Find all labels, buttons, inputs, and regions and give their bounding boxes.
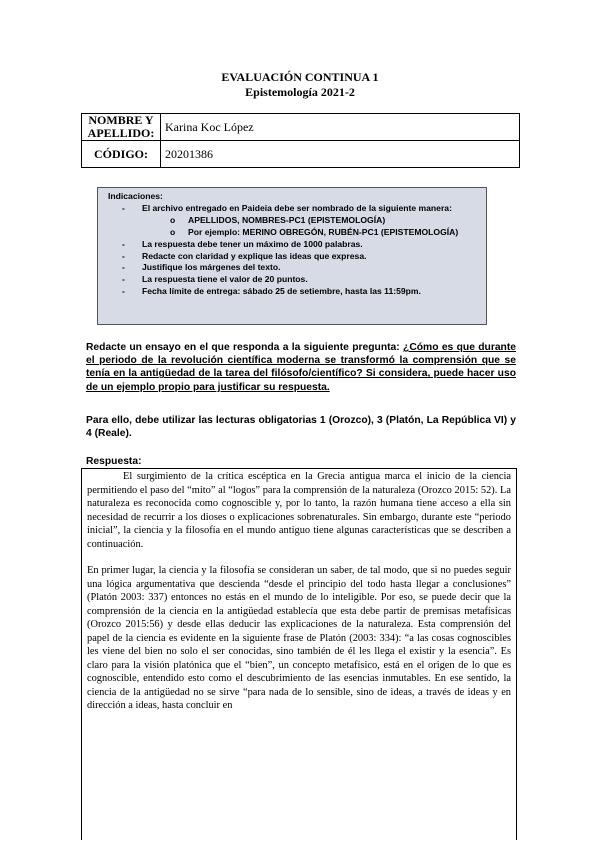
instruction-item: - Justifique los márgenes del texto. — [122, 262, 281, 273]
name-label: NOMBRE Y APELLIDO: — [82, 114, 161, 141]
instructions-list — [108, 203, 480, 298]
dash-bullet-icon: - — [122, 286, 125, 297]
instruction-item: - La respuesta debe tener un máximo de 1000 palabras. — [122, 238, 363, 249]
response-label: Respuesta: — [86, 456, 142, 467]
name-value: Karina Koc López — [161, 114, 520, 141]
instructions-box — [97, 187, 487, 325]
readings-instruction: Para ello, debe utilizar las lecturas obligatorias 1 (Orozco), 3 (Platón, La República VI) y 4 (Reale). — [86, 415, 516, 440]
document-subtitle: Epistemología 2021-2 — [245, 85, 355, 99]
dash-bullet-icon: - — [122, 250, 125, 261]
instruction-subitem: o Por ejemplo: MERINO OBREGÓN, RUBÉN-PC1 (EPISTEMOLOGÍA) — [170, 226, 459, 237]
circle-bullet-icon: o — [170, 214, 176, 225]
code-label: CÓDIGO: — [82, 141, 161, 168]
dash-bullet-icon: - — [122, 262, 125, 273]
code-row — [82, 141, 520, 168]
instruction-item: - Fecha límite de entrega: sábado 25 de setiembre, hasta las 11:59pm. — [122, 286, 421, 297]
student-info-table — [81, 113, 520, 168]
response-paragraph: El surgimiento de la crítica escéptica en la Grecia antigua marca el inicio de la ciencia permitiendo el paso del “mito” al “logos” para la comprensión de la naturaleza (Orozco 2015: 52). La naturaleza es reconocida como cognoscible y, por lo tanto, la razón humana tiene acceso a ella sin necesidad de recurrir a los dioses o explicaciones sobrenaturales. Sin embargo, durante este “periodo inicial”, la ciencia y la filosofía en el mundo antiguo tiene algunas características que se describen a continuación. — [87, 471, 511, 550]
question-prompt: ¿Cómo es que durante el periodo de la revolución científica moderna se transformó la comprensión que se tenía en la antigüedad de la tarea del filósofo/científico? Si considera, puede hacer uso de un ejemplo propio para justificar su respuesta. — [86, 342, 517, 393]
code-value: 20201386 — [161, 141, 520, 168]
response-box — [81, 468, 517, 840]
dash-bullet-icon: - — [122, 202, 125, 213]
instructions-heading: Indicaciones: — [108, 191, 163, 201]
dash-bullet-icon: - — [122, 274, 125, 285]
name-row — [82, 114, 520, 141]
dash-bullet-icon: - — [122, 238, 125, 249]
instruction-item: - El archivo entregado en Paideia debe ser nombrado de la siguiente manera: — [122, 202, 452, 213]
instruction-subitem: o APELLIDOS, NOMBRES-PC1 (EPISTEMOLOGÍA) — [170, 214, 386, 225]
response-paragraph: En primer lugar, la ciencia y la filosofía se consideran un saber, de tal modo, que si no puedes seguir una lógica argumentativa que descienda “desde el principio del todo hasta llegar a conclusiones” (Platón 2003: 337) entonces no estás en el mundo de lo inteligible. Por eso, se puede decir que la comprensión de la ciencia en la antigüedad establecía que esta debe partir de premisas metafísicas (Orozco 2015:56) y desde ellas deducir las explicaciones de la naturaleza. Esta comprensión del papel de la ciencia es evidente en la siguiente frase de Platón (2003: 334): “a las cosas cognoscibles les viene del bien no solo el ser conocidas, sino también de él les llega el existir y la esencia”. Es claro para la visión platónica que el “bien”, un concepto metafísico, está en el origen de lo que es cognoscible, entendido esto como el descubrimiento de las esencias inmutables. En ese sentido, la ciencia de la antigüedad no se sirve “para nada de lo sensible, sino de ideas, a través de ideas y en dirección a ideas, hasta concluir en — [87, 565, 511, 711]
instruction-item: - Redacte con claridad y explique las ideas que expresa. — [122, 250, 367, 261]
essay-question — [86, 341, 516, 394]
question-intro: Redacte un ensayo en el que responda a la siguiente pregunta: — [86, 342, 404, 353]
instruction-item: - La respuesta tiene el valor de 20 puntos. — [122, 274, 308, 285]
circle-bullet-icon: o — [170, 226, 176, 237]
document-title: EVALUACIÓN CONTINUA 1 — [221, 70, 379, 84]
